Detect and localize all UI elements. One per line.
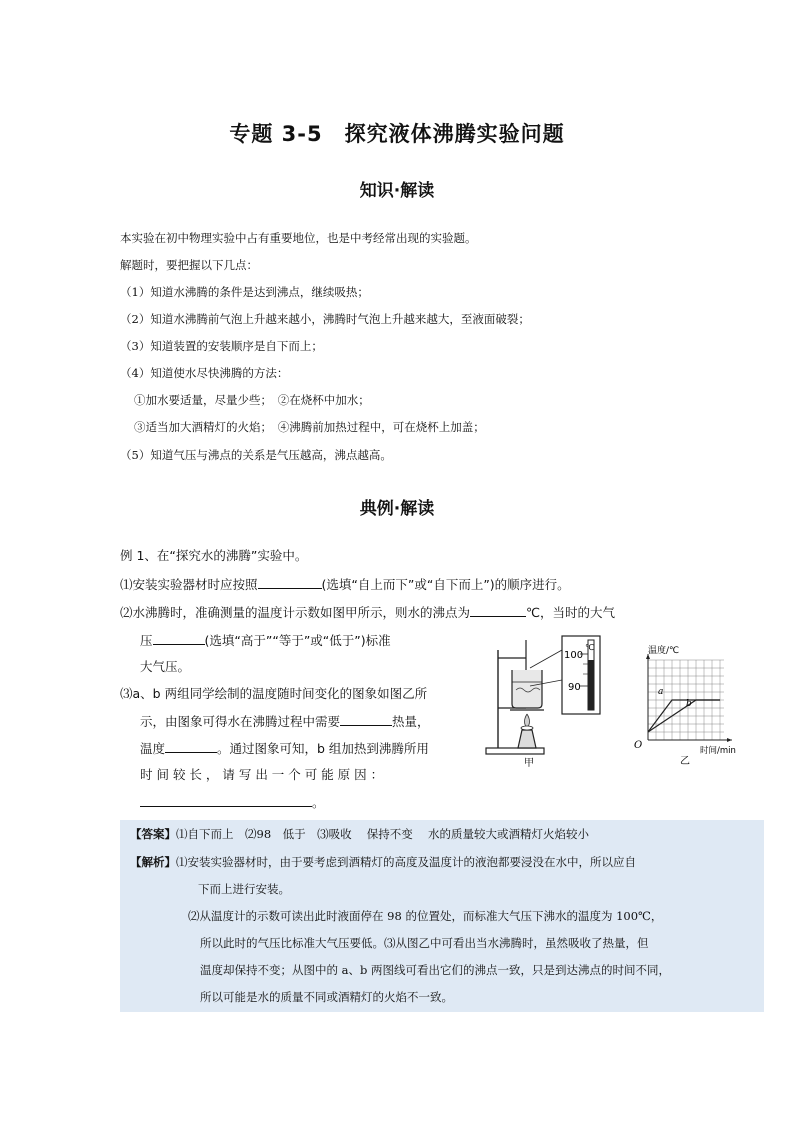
graph-label-b: b (686, 699, 692, 709)
answer-text: ⑴自下而上 ⑵98 低于 ⑶吸收 保持不变 水的质量较大或酒精灯火焰较小 (176, 827, 589, 841)
graph-origin: O (634, 740, 643, 751)
analysis-line-1 (130, 854, 636, 870)
knowledge-line-3: （1）知道水沸腾的条件是达到沸点，继续吸热； (120, 285, 369, 299)
q2-blank-2[interactable] (153, 632, 205, 645)
q3-blank-3[interactable] (140, 794, 312, 807)
question-3-cont-3: 时 间 较 长 ， 请 写 出 一 个 可 能 原 因 ： (140, 767, 384, 782)
question-1 (120, 576, 570, 593)
knowledge-line-7: ①加水要适量，尽量少些； ②在烧杯中加水； (134, 393, 370, 407)
q2-blank-1[interactable] (470, 604, 526, 617)
knowledge-line-4: （2）知道水沸腾前气泡上升越来越小，沸腾时气泡上升越来越大，至液面破裂； (120, 312, 530, 326)
q2-text-c: 压 (140, 633, 153, 648)
example-intro: 例 1、在“探究水的沸腾”实验中。 (120, 548, 308, 563)
example-heading: 典例·解读 (359, 499, 435, 519)
question-3-cont-2 (140, 740, 429, 757)
question-3-cont (140, 713, 430, 730)
q3-text-e: 。通过图象可知，b 组加热到沸腾所用 (217, 741, 429, 756)
knowledge-line-1: 本实验在初中物理实验中占有重要地位，也是中考经常出现的实验题。 (120, 231, 477, 245)
analysis-text-1: ⑴安装实验器材时，由于要考虑到酒精灯的高度及温度计的液泡都要浸没在水中，所以应自 (176, 855, 636, 869)
analysis-line-3: ⑵从温度计的示数可读出此时液面停在 98 的位置处，而标准大气压下沸水的温度为 100℃， (188, 909, 663, 923)
knowledge-line-2: 解题时，要把握以下几点： (120, 258, 258, 272)
answer-label: 【答案】 (130, 827, 176, 841)
knowledge-line-8: ③适当加大酒精灯的火焰； ④沸腾前加热过程中，可在烧杯上加盖； (134, 420, 485, 434)
figure-yi-graph (628, 640, 778, 770)
graph-ylabel: 温度/℃ (648, 646, 680, 656)
q3-blank-1[interactable] (340, 713, 392, 726)
question-2-cont (140, 632, 391, 649)
thermo-label-90: 90 (568, 682, 581, 693)
question-2-end: 大气压。 (140, 659, 191, 674)
q2-text-b: ℃，当时的大气 (526, 605, 616, 620)
analysis-line-6: 所以可能是水的质量不同或酒精灯的火焰不一致。 (200, 990, 453, 1004)
q3-text-b: 示，由图象可得水在沸腾过程中需要 (140, 714, 341, 729)
figure-jia-apparatus (480, 630, 610, 770)
answer-line (130, 826, 589, 842)
figure-yi-caption: 乙 (680, 756, 690, 767)
knowledge-heading: 知识·解读 (359, 181, 435, 201)
q1-text-a: ⑴安装实验器材时应按照 (120, 577, 258, 592)
q3-text-g: 。 (312, 795, 325, 810)
knowledge-line-5: （3）知道装置的安装顺序是自下而上； (120, 339, 323, 353)
figure-jia-caption: 甲 (524, 758, 534, 769)
question-3-cont-4 (140, 794, 325, 811)
q3-text-d: 温度 (140, 741, 166, 756)
answer-box (120, 820, 764, 1012)
knowledge-line-6: （4）知道使水尽快沸腾的方法： (120, 366, 289, 380)
thermo-unit: ℃ (585, 643, 594, 652)
analysis-line-4: 所以此时的气压比标准大气压要低。⑶从图乙中可看出当水沸腾时，虽然吸收了热量，但 (200, 936, 649, 950)
thermo-label-100: 100 (564, 650, 584, 661)
graph-xlabel: 时间/min (700, 746, 736, 756)
graph-label-a: a (658, 687, 664, 697)
analysis-line-2: 下而上进行安装。 (198, 882, 290, 896)
knowledge-line-9: （5）知道气压与沸点的关系是气压越高，沸点越高。 (120, 448, 392, 462)
q3-blank-2[interactable] (165, 740, 217, 753)
question-3: ⑶a、b 两组同学绘制的温度随时间变化的图象如图乙所 (120, 686, 428, 701)
analysis-line-5: 温度却保持不变；从图中的 a、b 两图线可看出它们的沸点一致，只是到达沸点的时间不同， (200, 963, 671, 977)
q2-text-a: ⑵水沸腾时，准确测量的温度计示数如图甲所示，则水的沸点为 (120, 605, 471, 620)
q3-text-c: 热量， (392, 714, 430, 729)
page-title: 专题 3-5 探究液体沸腾实验问题 (229, 122, 565, 146)
q2-text-d: (选填“高于”“等于”或“低于”)标准 (204, 633, 391, 648)
q1-blank[interactable] (258, 576, 322, 589)
analysis-label: 【解析】 (130, 855, 176, 869)
q1-text-b: (选填“自上而下”或“自下而上”)的顺序进行。 (321, 577, 570, 592)
question-2 (120, 604, 615, 621)
